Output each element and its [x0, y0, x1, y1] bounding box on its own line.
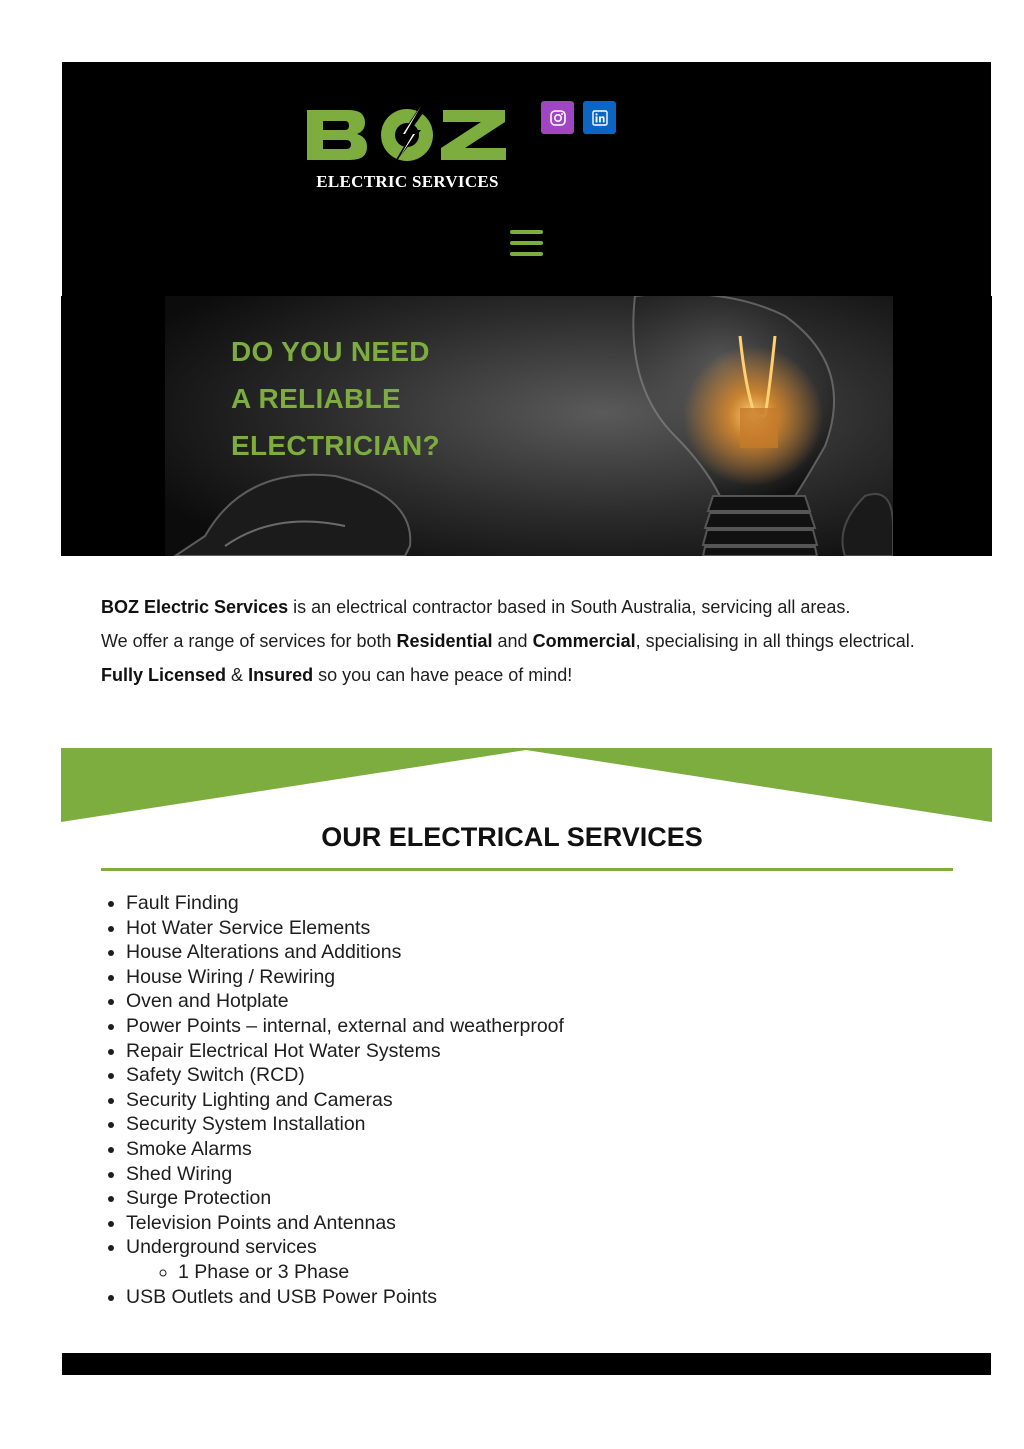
services-list [101, 891, 564, 1309]
footer-bar [62, 1353, 991, 1375]
list-item: • Security System Installation [126, 1112, 564, 1137]
sub-list-item: ◦ 1 Phase or 3 Phase [178, 1260, 564, 1285]
list-item: • Television Points and Antennas [126, 1211, 564, 1236]
linkedin-button[interactable] [583, 101, 616, 134]
list-item: • Hot Water Service Elements [126, 916, 564, 941]
boz-logo[interactable] [305, 102, 510, 194]
boz-logo-mark [305, 102, 510, 168]
hamburger-menu-icon[interactable] [510, 230, 543, 257]
list-item-underground: • Underground services ◦ 1 Phase or 3 Phase [126, 1235, 564, 1284]
list-item: • House Alterations and Additions [126, 940, 564, 965]
intro-paragraph: We offer a range of services for both Residential and Commercial, specialising in all things electrical. [101, 631, 915, 651]
hero-title-line: ELECTRICIAN? [231, 430, 440, 461]
list-item: • Smoke Alarms [126, 1137, 564, 1162]
list-item: • Fault Finding [126, 891, 564, 916]
list-item: • Power Points – internal, external and weatherproof [126, 1014, 564, 1039]
hero-title-line: DO YOU NEED [231, 336, 430, 367]
hero-title-line: A RELIABLE [231, 383, 401, 414]
list-item: • House Wiring / Rewiring [126, 965, 564, 990]
list-item: • Surge Protection [126, 1186, 564, 1211]
list-item: • Repair Electrical Hot Water Systems [126, 1039, 564, 1064]
list-item: • Shed Wiring [126, 1162, 564, 1187]
instagram-button[interactable] [541, 101, 574, 134]
logo-subtitle: ELECTRIC SERVICES [316, 172, 499, 191]
intro-paragraph: BOZ Electric Services is an electrical contractor based in South Australia, servicing all areas. [101, 597, 851, 617]
hero-title [231, 328, 440, 469]
instagram-icon [550, 110, 566, 126]
site-header [62, 62, 991, 296]
list-item: • Safety Switch (RCD) [126, 1063, 564, 1088]
sub-list [126, 1260, 564, 1285]
section-divider-band [61, 748, 992, 822]
list-item: • Oven and Hotplate [126, 989, 564, 1014]
services-title: OUR ELECTRICAL SERVICES [321, 822, 703, 852]
linkedin-icon [592, 110, 608, 126]
list-item: • USB Outlets and USB Power Points [126, 1285, 564, 1310]
company-name: BOZ Electric Services [101, 597, 289, 617]
intro-paragraph: Fully Licensed & Insured so you can have peace of mind! [101, 665, 573, 685]
services-divider [101, 868, 953, 871]
hero-banner [61, 296, 992, 556]
list-item: • Security Lighting and Cameras [126, 1088, 564, 1113]
intro-text [101, 595, 961, 697]
